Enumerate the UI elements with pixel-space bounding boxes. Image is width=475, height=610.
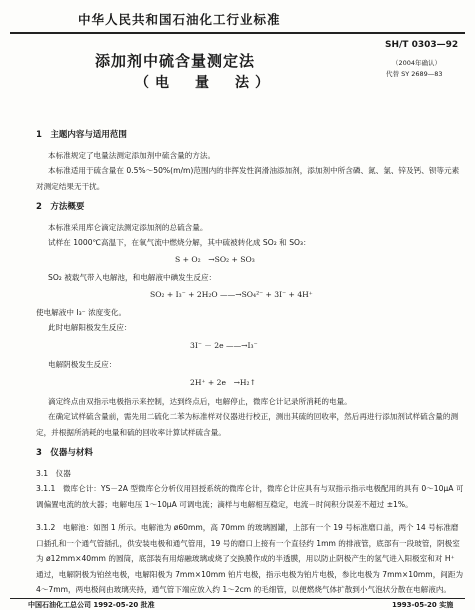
standard-org-header: 中华人民共和国石油化工行业标准 bbox=[78, 12, 281, 27]
section-2-paragraph-3: SO₂ 被载气带入电解池，和电解液中碘发生反应： bbox=[48, 273, 217, 282]
section-3-heading: 3 仪器与材料 bbox=[36, 448, 93, 458]
section-2-paragraph-4: 使电解液中 I₃⁻ 浓度变化。 bbox=[36, 308, 127, 317]
section-2-heading: 2 方法概要 bbox=[36, 202, 85, 212]
approval-note: 中国石油化工总公司 1992-05-20 批准 bbox=[28, 601, 155, 609]
section-2-paragraph-8: 在确定试样硫含量前，需先用二硫化二苯为标准样对仪器进行校正，测出其硫的回收率，然后再进行添加剂试样硫含量的测定，并根据所消耗的电量和硫的回收率计算试样硫含量。 bbox=[36, 412, 459, 437]
document-subtitle: （电 量 法） bbox=[135, 75, 275, 91]
section-1-heading: 1 主题内容与适用范围 bbox=[36, 130, 127, 140]
section-1-paragraph-2: 本标准适用于硫含量在 0.5%～50%(m/m)范围内的非挥发性润滑油添加剂，添加剂中所含磷、氮、氯、锌及钙、钡等元素对测定结果无干扰。 bbox=[36, 166, 460, 191]
replaces-note: 代替 SY 2689—83 bbox=[386, 70, 443, 78]
footer-divider bbox=[10, 598, 465, 599]
standard-code: SH/T 0303—92 bbox=[385, 40, 459, 50]
section-2-paragraph-2: 试样在 1000℃高温下，在氧气流中燃烧分解，其中硫被转化成 SO₂ 和 SO₃： bbox=[48, 238, 311, 247]
section-1-paragraph-1: 本标准规定了电量法测定添加剂中硫含量的方法。 bbox=[48, 151, 216, 160]
confirmation-note: （2004年确认） bbox=[392, 59, 442, 67]
equation-combustion: S + O₂ →SO₂ + SO₃ bbox=[175, 255, 255, 264]
header-divider bbox=[10, 32, 465, 34]
section-3-1-heading: 3.1 仪器 bbox=[36, 469, 71, 478]
equation-anode: 3I⁻ － 2e ——→I₃⁻ bbox=[190, 341, 258, 350]
section-3-1-1-paragraph: 3.1.1 微库仑计：YS－2A 型微库仑分析仪用回授系统的微库仑计，微库仑计应具有与双指示指示电极配用的具有 0～10μA 可调偏置电流的放大器；电解电压 1～10μA 可调电流；滴样与电解相互稳定，电流－时间积分误差不超过 ±1%。 bbox=[36, 484, 464, 509]
section-2-paragraph-7: 滴定终点由双指示电极指示来控制，达到终点后，电解停止，微库仑计记录所消耗的电量。 bbox=[48, 397, 352, 406]
equation-cathode: 2H⁺ + 2e →H₂↑ bbox=[190, 378, 256, 387]
equation-iodine-reaction: SO₂ + I₃⁻ + 2H₂O ——→SO₄²⁻ + 3I⁻ + 4H⁺ bbox=[150, 290, 313, 299]
document-title: 添加剂中硫含量测定法 bbox=[95, 52, 256, 70]
section-2-paragraph-1: 本标准采用库仑滴定法测定添加剂的总硫含量。 bbox=[48, 223, 208, 232]
section-2-paragraph-5: 此时电解阳极发生反应： bbox=[48, 323, 132, 332]
section-3-1-2-paragraph: 3.1.2 电解池：如图 1 所示。电解池为 ø60mm，高 70mm 的玻璃圆罐，上部有一个 19 号标准磨口盖，两个 14 号标准磨口插孔和一个通气管插孔，供安装电极和通气管用，19 号的磨口上接有一个直径约 1mm 的排液管，底部有一段玻管，阴极室为 ø12mm×40mm 的圆筒，底部装有用熔融玻璃或烧了交换膜作成的半透膜，用以防止阴极产生的氢气进入阳极室和对 H⁺ 通过，电解阴极为铂丝电极，电解阳极为 7mm×10mm 铂片电极，指示电极为铂片电极，参比电极为 7mm×10mm，间距为 4～7mm，两电极间由玻璃夹持，通气管下端应放入约 1～2cm 的毛细管，以便燃烧气体扩散到小气泡状分散在电解液内。 bbox=[36, 523, 464, 594]
section-2-paragraph-6: 电解阴极发生反应： bbox=[48, 360, 117, 369]
implementation-date: 1993-05-20 实施 bbox=[392, 601, 454, 609]
